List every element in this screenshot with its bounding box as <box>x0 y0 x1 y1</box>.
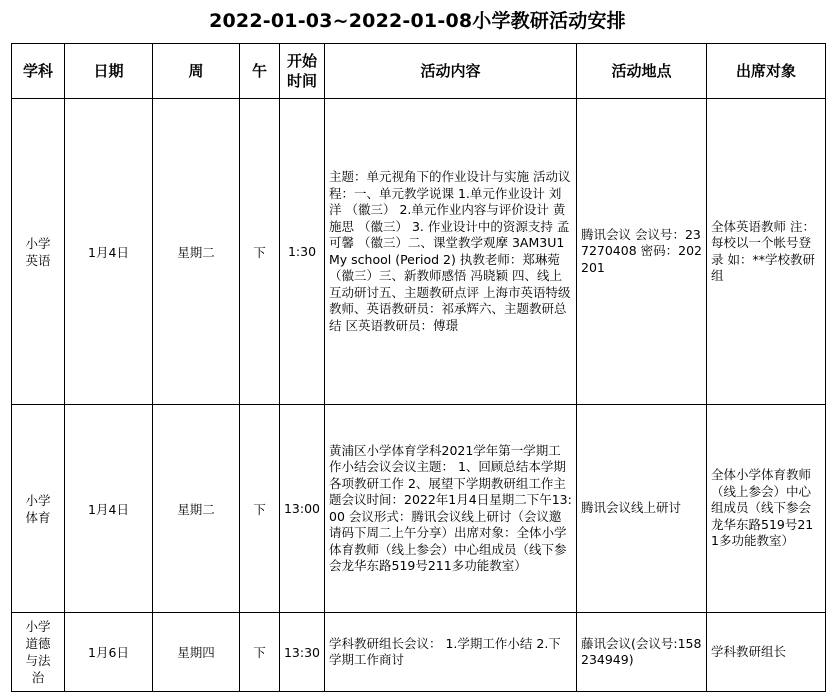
weekday-cell: 星期二 <box>153 405 240 613</box>
subject-text: 小学英语 <box>25 235 51 268</box>
location-cell: 藤讯会议(会议号:158234949) <box>577 613 707 692</box>
header-subject: 学科 <box>12 44 65 99</box>
start-time-cell: 1:30 <box>280 99 325 405</box>
subject-cell <box>12 405 65 613</box>
header-start-time-label: 开始时间 <box>286 52 317 90</box>
header-date: 日期 <box>65 44 153 99</box>
date-cell: 1月4日 <box>65 99 153 405</box>
attendees-cell: 全体小学体育教师（线上参会）中心组成员（线下参会龙华东路519号211多功能教室） <box>707 405 826 613</box>
header-content: 活动内容 <box>325 44 577 99</box>
start-time-cell: 13:00 <box>280 405 325 613</box>
header-row <box>12 44 826 99</box>
header-half-day: 午 <box>240 44 280 99</box>
attendees-cell: 学科教研组长 <box>707 613 826 692</box>
attendees-cell: 全体英语教师 注：每校以一个帐号登录 如：**学校教研组 <box>707 99 826 405</box>
location-cell: 腾讯会议 会议号：237270408 密码：202201 <box>577 99 707 405</box>
half-day-cell: 下 <box>240 99 280 405</box>
table-row <box>12 613 826 692</box>
half-day-cell: 下 <box>240 405 280 613</box>
header-attendees: 出席对象 <box>707 44 826 99</box>
table-row <box>12 405 826 613</box>
date-cell: 1月6日 <box>65 613 153 692</box>
date-cell: 1月4日 <box>65 405 153 613</box>
content-cell: 主题：单元视角下的作业设计与实施 活动议程：一、单元教学说课 1.单元作业设计 刘洋 （徽三） 2.单元作业内容与评价设计 黄施思 （徽三） 3. 作业设计中的资源支持 孟可馨 （徽三）二、课堂教学观摩 3AM3U1 My school (Period 2) 执教老师：郑琳菀 （徽三）三、新教师感悟 冯晓颖 四、线上互动研讨五、主题教研点评 上海市英语特级教师、英语教研员：祁承辉六、主题教研总结 区英语教研员：傅璟 <box>325 99 577 405</box>
weekday-cell: 星期二 <box>153 99 240 405</box>
weekday-cell: 星期四 <box>153 613 240 692</box>
table-row <box>12 99 826 405</box>
subject-text: 小学体育 <box>25 492 51 525</box>
content-cell: 学科教研组长会议： 1.学期工作小结 2.下学期工作商讨 <box>325 613 577 692</box>
subject-text: 小学道德与法治 <box>25 619 51 685</box>
half-day-cell: 下 <box>240 613 280 692</box>
content-cell: 黄浦区小学体育学科2021学年第一学期工作小结会议会议主题： 1、回顾总结本学期各项教研工作 2、展望下学期教研组工作主题会议时间：2022年1月4日星期二下午13:00 会议形式：腾讯会议线上研讨（会议邀请码下周二上午分享）出席对象：全体小学体育教师（线上参会）中心组成员（线下参会龙华东路519号211多功能教室） <box>325 405 577 613</box>
page-title: 2022-01-03~2022-01-08小学教研活动安排 <box>209 10 626 32</box>
start-time-cell: 13:30 <box>280 613 325 692</box>
subject-cell <box>12 613 65 692</box>
header-start-time <box>280 44 325 99</box>
header-location: 活动地点 <box>577 44 707 99</box>
subject-cell <box>12 99 65 405</box>
header-weekday: 周 <box>153 44 240 99</box>
location-cell: 腾讯会议线上研讨 <box>577 405 707 613</box>
schedule-table <box>11 43 826 692</box>
